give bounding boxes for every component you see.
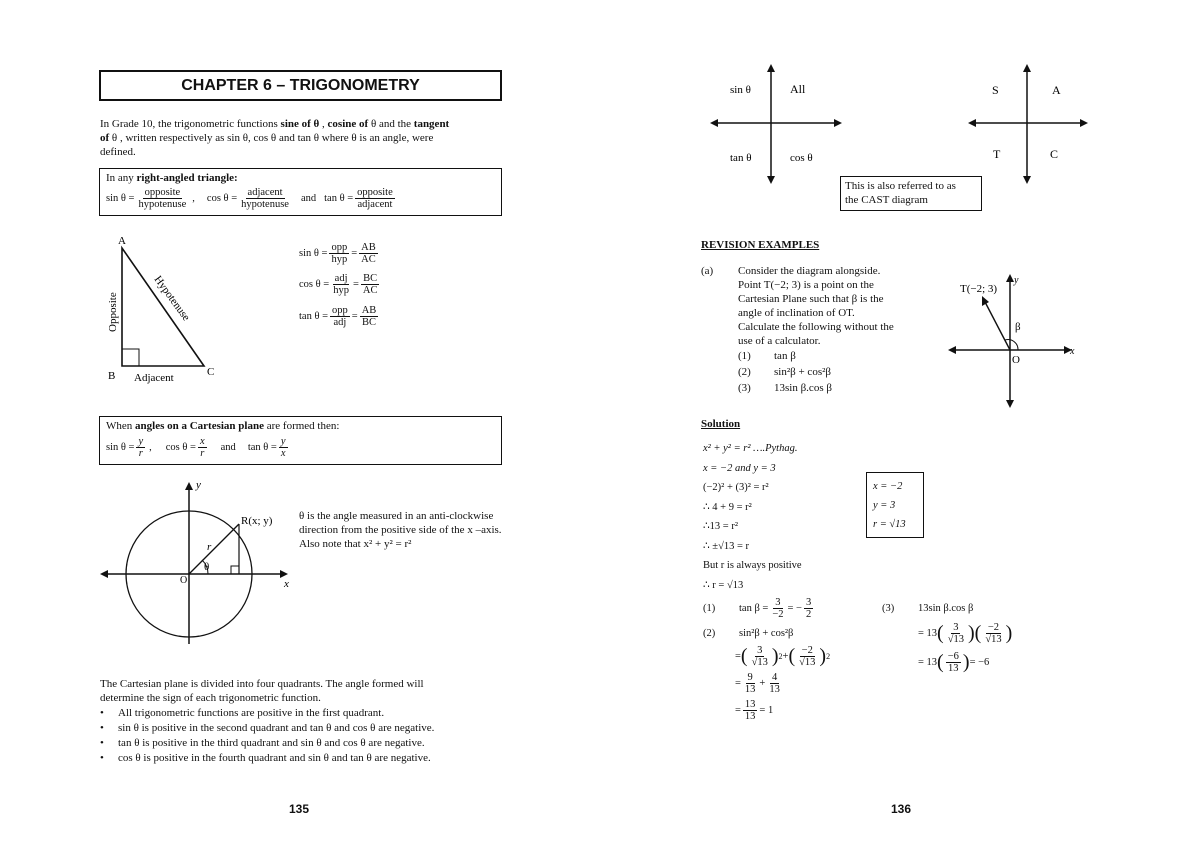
- adjacent-label: Adjacent: [134, 372, 174, 384]
- page-number-right: 136: [891, 802, 912, 816]
- vertex-C: C: [207, 366, 215, 378]
- right-triangle-diagram: [100, 232, 230, 387]
- radius-label: r: [207, 541, 212, 553]
- circle-x-label: x: [284, 578, 289, 590]
- quadrant-signs-diagram: [708, 62, 844, 186]
- cast-S-label: S: [992, 83, 999, 97]
- right-triangle-ratios-box: In any right-angled triangle: sin θ = $\frac{\text{opposite}}{\text{hypotenuse}}$ , cos θ = $\frac{\text{adjacent}}{\text{hypotenuse}}$ and tan θ = $\frac{\text{opposite}}{\text{adjacent}}$: [99, 168, 502, 216]
- opposite-label: Opposite: [107, 292, 119, 332]
- vertex-A: A: [118, 235, 126, 247]
- theta-label: θ: [204, 561, 210, 573]
- page-number-left: 135: [289, 802, 310, 816]
- circle-note: θ is the angle measured in an anti-clockwise direction from the positive side of the x –axis. Also note that x² + y² = r²: [299, 510, 502, 550]
- T-x-label: x: [1070, 346, 1075, 357]
- quadrant-bullet-list: [100, 706, 520, 766]
- list-item: • All trigonometric functions are positive in the first quadrant.: [100, 706, 520, 721]
- beta-label: β: [1015, 321, 1021, 333]
- unit-circle-diagram: [100, 478, 300, 648]
- point-T-label: T(−2; 3): [960, 283, 998, 295]
- answer-3: (3) 13sin β.cos β = 13 ( $\frac{3}{√13}$ )( $\frac{-2}{√13}$ ) = 13 ( $\frac{-6}{13}$ ) = −6: [882, 603, 1013, 674]
- circle-origin-label: O: [180, 575, 188, 586]
- cast-diagram: [966, 62, 1090, 186]
- q-all-label: All: [790, 82, 806, 96]
- circle-y-label: y: [196, 479, 201, 491]
- solution-values-box: x = −2 y = 3 r = √13: [866, 472, 924, 538]
- solution-steps: x² + y² = r² ….Pythag. x = −2 and y = 3 (−2)² + (3)² = r² ∴ 4 + 9 = r² ∴13 = r² ∴ ±√13 = r But r is always positive ∴ r = √13: [703, 443, 802, 591]
- q-cos-label: cos θ: [790, 152, 813, 164]
- intro-paragraph: In Grade 10, the trigonometric functions sine of θ , cosine of θ and the tangent of θ , written respectively as sin θ, cos θ and tan θ where θ is an angle, were defined.: [100, 118, 450, 158]
- list-item: • cos θ is positive in the fourth quadrant and sin θ and tan θ are negative.: [100, 751, 520, 766]
- cast-A-label: A: [1052, 83, 1061, 97]
- chapter-title: CHAPTER 6 – TRIGONOMETRY: [181, 77, 420, 94]
- q-sin-label: sin θ: [730, 84, 751, 96]
- T-y-label: y: [1014, 275, 1019, 286]
- point-R-label: R(x; y): [241, 515, 273, 527]
- list-item: • sin θ is positive in the second quadrant and tan θ and cos θ are negative.: [100, 721, 520, 736]
- quadrants-paragraph: The Cartesian plane is divided into four quadrants. The angle formed will determine the sign of each trigonometric function. • All trigonometric functions are positive in the first quadrant. • sin θ is positive in the second quadrant and tan θ and cos θ are negative. • tan θ is positive in the third quadrant and sin θ and cos θ are negative. • cos θ is positive in the fourth quadrant and sin θ and tan θ are negative.: [100, 677, 520, 766]
- revision-heading: REVISION EXAMPLES: [701, 239, 820, 251]
- cartesian-ratios-box: When angles on a Cartesian plane are formed then: sin θ = $\frac{y}{r}$ , cos θ = $\frac{x}{r}$ and tan θ = $\frac{y}{x}$: [99, 416, 502, 465]
- cast-C-label: C: [1050, 147, 1059, 161]
- answer-1: (1) tan β = $\frac{3}{-2}$ = − $\frac{3}{2}$: [703, 597, 812, 620]
- ratio-formulas: sin θ = $\frac{\text{opp}}{\text{hyp}}$ = $\frac{AB}{AC}$ cos θ = $\frac{\text{adj}}{\text{hyp}}$ = $\frac{BC}{AC}$ tan θ = $\frac{\text{opp}}{\text{adj}}$ = $\frac{AB}{BC}$: [299, 241, 378, 328]
- hypotenuse-label: Hypotenuse: [151, 273, 193, 324]
- point-T-diagram: [948, 270, 1084, 410]
- T-origin-label: O: [1012, 354, 1020, 366]
- cast-T-label: T: [993, 147, 1001, 161]
- example-a-label: (a): [701, 265, 714, 277]
- cast-note-box: This is also referred to as the CAST diagram: [840, 176, 982, 211]
- answer-2: (2) sin²β + cos²β = ( $\frac{3}{√13}$ ) 2 + ( $\frac{-2}{√13}$ ) 2 = $\frac{9}{13}$ + $\frac{4}{13}$ = $\frac{13}{13}$ = 1: [703, 628, 831, 722]
- vertex-B: B: [108, 370, 116, 382]
- example-a-text: Consider the diagram alongside. Point T(−2; 3) is a point on the Cartesian Plane such that β is the angle of inclination of OT. Calculate the following without the use of a calculator. (1) tan β (2) sin²β + cos²β (3) 13sin β.cos β: [738, 265, 894, 394]
- list-item: • tan θ is positive in the third quadrant and sin θ and cos θ are negative.: [100, 736, 520, 751]
- chapter-title-box: [99, 70, 502, 101]
- q-tan-label: tan θ: [730, 152, 752, 164]
- solution-heading: Solution: [701, 418, 741, 430]
